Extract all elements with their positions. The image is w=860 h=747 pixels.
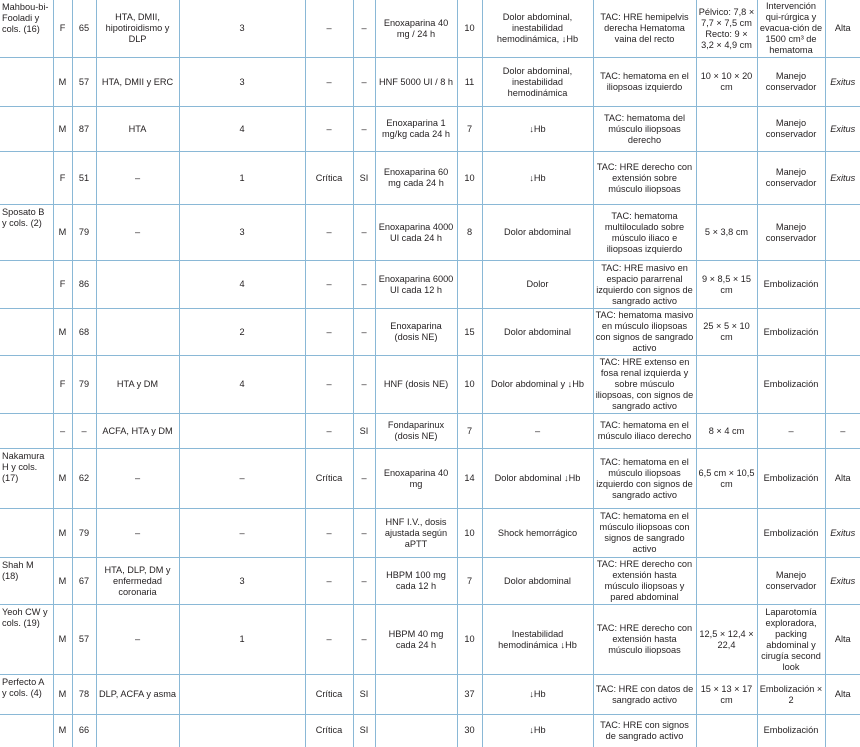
status-cell: Crítica	[305, 715, 353, 747]
table-row	[0, 58, 860, 107]
days-cell: 1	[179, 605, 305, 675]
symptoms-cell: Dolor	[482, 261, 593, 309]
author-cell	[0, 309, 53, 356]
tac-cell: TAC: HRE extenso en fosa renal izquierda y sobre músculo iliopsoas, con signos de sangrado activo	[593, 356, 696, 414]
treatment-cell: Manejo conservador	[757, 152, 825, 205]
time-cell: 10	[457, 605, 482, 675]
days-cell: 1	[179, 152, 305, 205]
intensive-cell: –	[353, 356, 375, 414]
tac-cell: TAC: HRE con signos de sangrado activo	[593, 715, 696, 747]
sex-cell: M	[53, 509, 72, 558]
author-cell	[0, 356, 53, 414]
drug-cell: HNF 5000 UI / 8 h	[375, 58, 457, 107]
symptoms-cell: Dolor abdominal	[482, 558, 593, 605]
time-cell: 15	[457, 309, 482, 356]
days-cell: –	[179, 449, 305, 509]
author-cell	[0, 261, 53, 309]
symptoms-cell: –	[482, 414, 593, 449]
drug-cell	[375, 715, 457, 747]
time-cell: 10	[457, 0, 482, 58]
history-cell: HTA	[96, 107, 179, 152]
symptoms-cell: Dolor abdominal y ↓Hb	[482, 356, 593, 414]
outcome-cell: Alta	[825, 0, 860, 58]
age-cell: 79	[72, 205, 96, 261]
size-cell	[696, 715, 757, 747]
outcome-cell	[825, 356, 860, 414]
size-cell	[696, 152, 757, 205]
author-cell	[0, 414, 53, 449]
outcome-cell: Alta	[825, 605, 860, 675]
symptoms-cell: Dolor abdominal, inestabilidad hemodinámica, ↓Hb	[482, 0, 593, 58]
tac-cell: TAC: hematoma del músculo iliopsoas derecho	[593, 107, 696, 152]
outcome-cell	[825, 261, 860, 309]
sex-cell: M	[53, 449, 72, 509]
author-cell: Nakamura H y cols. (17)	[0, 449, 53, 509]
age-cell: 79	[72, 509, 96, 558]
intensive-cell: –	[353, 509, 375, 558]
history-cell: –	[96, 509, 179, 558]
drug-cell: Enoxaparina (dosis NE)	[375, 309, 457, 356]
history-cell	[96, 309, 179, 356]
symptoms-cell: Shock hemorrágico	[482, 509, 593, 558]
author-cell	[0, 715, 53, 747]
history-cell: ACFA, HTA y DM	[96, 414, 179, 449]
intensive-cell: –	[353, 205, 375, 261]
tac-cell: TAC: hematoma en el músculo iliopsoas con signos de sangrado activo	[593, 509, 696, 558]
table-row	[0, 509, 860, 558]
author-cell: Mahbou-bi-Fooladi y cols. (16)	[0, 0, 53, 58]
drug-cell: HBPM 40 mg cada 24 h	[375, 605, 457, 675]
table-row	[0, 675, 860, 715]
status-cell: –	[305, 261, 353, 309]
treatment-cell: Manejo conservador	[757, 107, 825, 152]
symptoms-cell: ↓Hb	[482, 715, 593, 747]
table-row	[0, 0, 860, 58]
days-cell: 4	[179, 261, 305, 309]
drug-cell: Enoxaparina 40 mg / 24 h	[375, 0, 457, 58]
treatment-cell: Embolización	[757, 449, 825, 509]
days-cell: 3	[179, 58, 305, 107]
sex-cell: M	[53, 309, 72, 356]
time-cell: 14	[457, 449, 482, 509]
time-cell: 10	[457, 509, 482, 558]
age-cell: 66	[72, 715, 96, 747]
tac-cell: TAC: hematoma masivo en músculo iliopsoas con signos de sangrado activo	[593, 309, 696, 356]
age-cell: 57	[72, 605, 96, 675]
history-cell	[96, 261, 179, 309]
symptoms-cell: ↓Hb	[482, 107, 593, 152]
intensive-cell: SI	[353, 675, 375, 715]
tac-cell: TAC: HRE hemipelvis derecha Hematoma vaina del recto	[593, 0, 696, 58]
author-cell	[0, 58, 53, 107]
tac-cell: TAC: hematoma en el músculo iliopsoas izquierdo con signos de sangrado activo	[593, 449, 696, 509]
status-cell: –	[305, 605, 353, 675]
author-cell: Perfecto A y cols. (4)	[0, 675, 53, 715]
age-cell: 62	[72, 449, 96, 509]
drug-cell: HNF (dosis NE)	[375, 356, 457, 414]
status-cell: –	[305, 356, 353, 414]
table-row	[0, 605, 860, 675]
size-cell: Pélvico: 7,8 × 7,7 × 7,5 cm Recto: 9 × 3,2 × 4,9 cm	[696, 0, 757, 58]
status-cell: –	[305, 107, 353, 152]
treatment-cell: Laparotomía exploradora, packing abdominal y cirugía second look	[757, 605, 825, 675]
tac-cell: TAC: hematoma en el iliopsoas izquierdo	[593, 58, 696, 107]
days-cell	[179, 414, 305, 449]
size-cell: 10 × 10 × 20 cm	[696, 58, 757, 107]
history-cell: HTA y DM	[96, 356, 179, 414]
sex-cell: –	[53, 414, 72, 449]
history-cell: –	[96, 205, 179, 261]
outcome-cell	[825, 309, 860, 356]
sex-cell: M	[53, 605, 72, 675]
tac-cell: TAC: HRE derecho con extensión hasta músculo iliopsoas y pared abdominal	[593, 558, 696, 605]
age-cell: 87	[72, 107, 96, 152]
age-cell: 78	[72, 675, 96, 715]
outcome-cell: –	[825, 414, 860, 449]
tac-cell: TAC: hematoma multiloculado sobre músculo iliaco e iliopsoas izquierdo	[593, 205, 696, 261]
time-cell: 10	[457, 152, 482, 205]
time-cell: 10	[457, 356, 482, 414]
intensive-cell: –	[353, 107, 375, 152]
size-cell: 8 × 4 cm	[696, 414, 757, 449]
drug-cell: HBPM 100 mg cada 12 h	[375, 558, 457, 605]
status-cell: –	[305, 509, 353, 558]
outcome-cell: Alta	[825, 449, 860, 509]
outcome-cell	[825, 205, 860, 261]
age-cell: 51	[72, 152, 96, 205]
history-cell	[96, 715, 179, 747]
size-cell: 12,5 × 12,4 × 22,4	[696, 605, 757, 675]
status-cell: –	[305, 58, 353, 107]
age-cell: 79	[72, 356, 96, 414]
tac-cell: TAC: HRE derecho con extensión hasta músculo iliopsoas	[593, 605, 696, 675]
size-cell: 9 × 8,5 × 15 cm	[696, 261, 757, 309]
status-cell: –	[305, 414, 353, 449]
table-row	[0, 558, 860, 605]
sex-cell: F	[53, 152, 72, 205]
intensive-cell: –	[353, 449, 375, 509]
age-cell: 57	[72, 58, 96, 107]
table-row	[0, 356, 860, 414]
table-row	[0, 414, 860, 449]
treatment-cell: Intervención qui-rúrgica y evacua-ción de 1500 cm³ de hematoma	[757, 0, 825, 58]
sex-cell: M	[53, 107, 72, 152]
table-row	[0, 152, 860, 205]
age-cell: 86	[72, 261, 96, 309]
days-cell: 4	[179, 107, 305, 152]
table-row	[0, 107, 860, 152]
outcome-cell: Exitus	[825, 107, 860, 152]
intensive-cell: SI	[353, 414, 375, 449]
drug-cell: Enoxaparina 1 mg/kg cada 24 h	[375, 107, 457, 152]
status-cell: Crítica	[305, 152, 353, 205]
table-row	[0, 715, 860, 747]
symptoms-cell: ↓Hb	[482, 152, 593, 205]
intensive-cell: –	[353, 605, 375, 675]
time-cell	[457, 261, 482, 309]
history-cell: DLP, ACFA y asma	[96, 675, 179, 715]
days-cell: 2	[179, 309, 305, 356]
symptoms-cell: Dolor abdominal ↓Hb	[482, 449, 593, 509]
author-cell	[0, 152, 53, 205]
table-row	[0, 205, 860, 261]
time-cell: 30	[457, 715, 482, 747]
size-cell: 25 × 5 × 10 cm	[696, 309, 757, 356]
age-cell: 65	[72, 0, 96, 58]
history-cell: –	[96, 605, 179, 675]
table-row	[0, 449, 860, 509]
treatment-cell: Embolización	[757, 261, 825, 309]
status-cell: Crítica	[305, 675, 353, 715]
outcome-cell	[825, 715, 860, 747]
tac-cell: TAC: HRE con datos de sangrado activo	[593, 675, 696, 715]
tac-cell: TAC: HRE derecho con extensión sobre músculo iliopsoas	[593, 152, 696, 205]
size-cell	[696, 558, 757, 605]
treatment-cell: Manejo conservador	[757, 58, 825, 107]
sex-cell: M	[53, 558, 72, 605]
symptoms-cell: Dolor abdominal	[482, 205, 593, 261]
tac-cell: TAC: hematoma en el músculo iliaco derecho	[593, 414, 696, 449]
sex-cell: F	[53, 356, 72, 414]
outcome-cell: Exitus	[825, 152, 860, 205]
sex-cell: M	[53, 205, 72, 261]
author-cell	[0, 107, 53, 152]
drug-cell: Enoxaparina 6000 UI cada 12 h	[375, 261, 457, 309]
intensive-cell: –	[353, 261, 375, 309]
author-cell: Sposato B y cols. (2)	[0, 205, 53, 261]
outcome-cell: Alta	[825, 675, 860, 715]
intensive-cell: SI	[353, 152, 375, 205]
history-cell: HTA, DLP, DM y enfermedad coronaria	[96, 558, 179, 605]
author-cell: Shah M (18)	[0, 558, 53, 605]
sex-cell: F	[53, 261, 72, 309]
treatment-cell: Embolización × 2	[757, 675, 825, 715]
history-cell: –	[96, 449, 179, 509]
status-cell: –	[305, 0, 353, 58]
size-cell: 15 × 13 × 17 cm	[696, 675, 757, 715]
symptoms-cell: Inestabilidad hemodinámica ↓Hb	[482, 605, 593, 675]
treatment-cell: Embolización	[757, 309, 825, 356]
drug-cell: HNF I.V., dosis ajustada según aPTT	[375, 509, 457, 558]
author-cell: Yeoh CW y cols. (19)	[0, 605, 53, 675]
size-cell	[696, 356, 757, 414]
time-cell: 8	[457, 205, 482, 261]
status-cell: Crítica	[305, 449, 353, 509]
treatment-cell: Manejo conservador	[757, 205, 825, 261]
drug-cell: Enoxaparina 40 mg	[375, 449, 457, 509]
sex-cell: M	[53, 715, 72, 747]
intensive-cell: –	[353, 558, 375, 605]
time-cell: 7	[457, 414, 482, 449]
size-cell: 6,5 cm × 10,5 cm	[696, 449, 757, 509]
status-cell: –	[305, 558, 353, 605]
intensive-cell: –	[353, 309, 375, 356]
outcome-cell: Exitus	[825, 558, 860, 605]
time-cell: 37	[457, 675, 482, 715]
days-cell: –	[179, 509, 305, 558]
intensive-cell: –	[353, 0, 375, 58]
treatment-cell: Embolización	[757, 715, 825, 747]
symptoms-cell: Dolor abdominal, inestabilidad hemodinámica	[482, 58, 593, 107]
author-cell	[0, 509, 53, 558]
treatment-cell: Embolización	[757, 356, 825, 414]
outcome-cell: Exitus	[825, 58, 860, 107]
sex-cell: M	[53, 58, 72, 107]
treatment-cell: Embolización	[757, 509, 825, 558]
days-cell: 3	[179, 205, 305, 261]
tac-cell: TAC: HRE masivo en espacio pararrenal izquierdo con signos de sangrado activo	[593, 261, 696, 309]
symptoms-cell: ↓Hb	[482, 675, 593, 715]
history-cell: HTA, DMII y ERC	[96, 58, 179, 107]
intensive-cell: –	[353, 58, 375, 107]
days-cell: 4	[179, 356, 305, 414]
drug-cell: Enoxaparina 60 mg cada 24 h	[375, 152, 457, 205]
days-cell	[179, 675, 305, 715]
days-cell	[179, 715, 305, 747]
intensive-cell: SI	[353, 715, 375, 747]
table-row	[0, 309, 860, 356]
time-cell: 11	[457, 58, 482, 107]
size-cell	[696, 509, 757, 558]
sex-cell: M	[53, 675, 72, 715]
outcome-cell: Exitus	[825, 509, 860, 558]
age-cell: –	[72, 414, 96, 449]
treatment-cell: Manejo conservador	[757, 558, 825, 605]
size-cell	[696, 107, 757, 152]
days-cell: 3	[179, 0, 305, 58]
history-cell: HTA, DMII, hipotiroidismo y DLP	[96, 0, 179, 58]
days-cell: 3	[179, 558, 305, 605]
age-cell: 68	[72, 309, 96, 356]
time-cell: 7	[457, 107, 482, 152]
drug-cell	[375, 675, 457, 715]
history-cell: –	[96, 152, 179, 205]
age-cell: 67	[72, 558, 96, 605]
status-cell: –	[305, 309, 353, 356]
size-cell: 5 × 3,8 cm	[696, 205, 757, 261]
table-row	[0, 261, 860, 309]
symptoms-cell: Dolor abdominal	[482, 309, 593, 356]
sex-cell: F	[53, 0, 72, 58]
status-cell: –	[305, 205, 353, 261]
drug-cell: Enoxaparina 4000 UI cada 24 h	[375, 205, 457, 261]
drug-cell: Fondaparinux (dosis NE)	[375, 414, 457, 449]
treatment-cell: –	[757, 414, 825, 449]
time-cell: 7	[457, 558, 482, 605]
